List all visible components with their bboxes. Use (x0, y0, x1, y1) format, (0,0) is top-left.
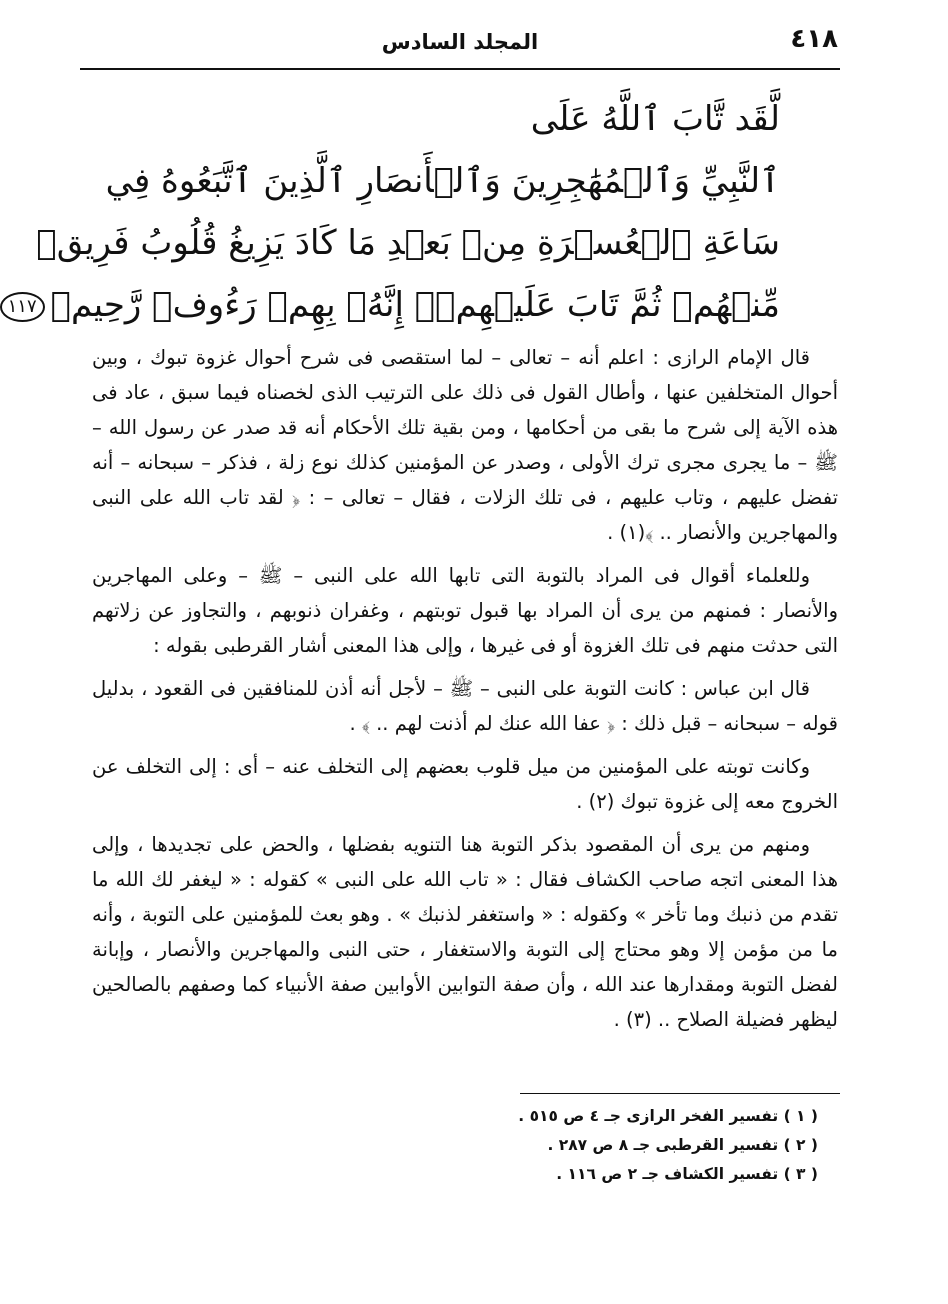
quran-verse (7, 88, 780, 336)
commentary-body (92, 340, 838, 1045)
paragraph (92, 558, 838, 663)
verse-line: سَاعَةِ ٱلۡعُسۡرَةِ مِنۢ بَعۡدِ مَا كَادَ يَزِيغُ قُلُوبُ فَرِيقٖ (36, 223, 780, 263)
verse-line-final (7, 274, 780, 336)
paragraph-text: قال ابن عباس : كانت التوبة على النبى – ﷺ – لأجل أنه أذن للمنافقين فى القعود ، بدليل قوله – سبحانه – قبل ذلك : ﴿ عفا الله عنك لم أذنت لهم .. ﴾ . (92, 677, 838, 735)
verse-line-text: مِّنۡهُمۡ ثُمَّ تَابَ عَلَيۡهِمۡۚ إِنَّهُۥ بِهِمۡ رَءُوفٞ رَّحِيمٞ (50, 285, 780, 325)
paragraph-text: قال الإمام الرازى : اعلم أنه – تعالى – لما استقصى فى شرح أحوال غزوة تبوك ، وبين أحوال المتخلفين عنها ، وأطال القول فى ذلك على الترتيب الذى لخصناه فيما سبق ، عاد فى هذه الآية إلى شرح ما بقى من أحكامها ، ومن بقية تلك الأحكام أنه قد صدر عن رسول الله – ﷺ – ما يجرى مجرى ترك الأولى ، وصدر عن المؤمنين كذلك نوع زلة ، فذكر – سبحانه – أنه تفضل عليهم ، وتاب عليهم ، فى تلك الزلات ، فقال – تعالى – : ﴿ لقد تاب الله على النبى والمهاجرين والأنصار .. ﴾(١) . (92, 346, 838, 544)
paragraph (92, 827, 838, 1037)
footnote: ( ٢ ) تفسير القرطبى جـ ٨ ص ٢٨٧ . (547, 1136, 818, 1154)
page-number: ٤١٨ (790, 24, 838, 54)
footnotes (478, 1102, 818, 1189)
paragraph-text: ومنهم من يرى أن المقصود بذكر التوبة هنا التنويه بفضلها ، والحض على تجديدها ، وإلى هذا المعنى اتجه صاحب الكشاف فقال : « تاب الله على النبى » كقوله : « ليغفر لك الله ما تقدم من ذنبك وما تأخر » وكقوله : « واستغفر لذنبك » . وهو بعث للمؤمنين على التوبة ، وأنه ما من مؤمن إلا وهو محتاج إلى التوبة والاستغفار ، حتى النبى والمهاجرين والأنصار ، وإبانة لفضل التوبة ومقدارها عند الله ، وأن صفة التوابين الأوابين صفة الأنبياء كما وصفهم بالصالحين ليظهر فضيلة الصلاح .. (٣) . (92, 833, 838, 1031)
paragraph-text: وكانت توبته على المؤمنين من ميل قلوب بعضهم إلى التخلف عنه – أى : إلى التخلف عن الخروج معه إلى غزوة تبوك (٢) . (92, 755, 838, 813)
paragraph (92, 749, 838, 819)
paragraph-text: وللعلماء أقوال فى المراد بالتوبة التى تابها الله على النبى – ﷺ – وعلى المهاجرين والأنصار : فمنهم من يرى أن المراد بها قبول توبتهم ، وغفران ذنوبهم ، والتجاوز عن زلاتهم التى حدثت منهم فى تلك الغزوة أو فى غيرها ، وإلى هذا المعنى أشار القرطبى بقوله : (92, 564, 838, 657)
page-header (80, 18, 840, 68)
verse-line: ٱلنَّبِيِّ وَٱلۡمُهَٰجِرِينَ وَٱلۡأَنصَارِ ٱلَّذِينَ ٱتَّبَعُوهُ فِي (105, 161, 780, 201)
footnote-divider (520, 1093, 840, 1094)
header-divider (80, 68, 840, 70)
running-title: المجلد السادس (381, 30, 539, 54)
paragraph (92, 671, 838, 741)
verse-line: لَّقَد تَّابَ ٱللَّهُ عَلَى (530, 99, 780, 139)
ayah-number-marker: ١١٧ (0, 292, 45, 322)
footnote: ( ٣ ) تفسير الكشاف جـ ٢ ص ١١٦ . (556, 1165, 818, 1183)
paragraph (92, 340, 838, 550)
footnote: ( ١ ) تفسير الفخر الرازى جـ ٤ ص ٥١٥ . (518, 1107, 818, 1125)
